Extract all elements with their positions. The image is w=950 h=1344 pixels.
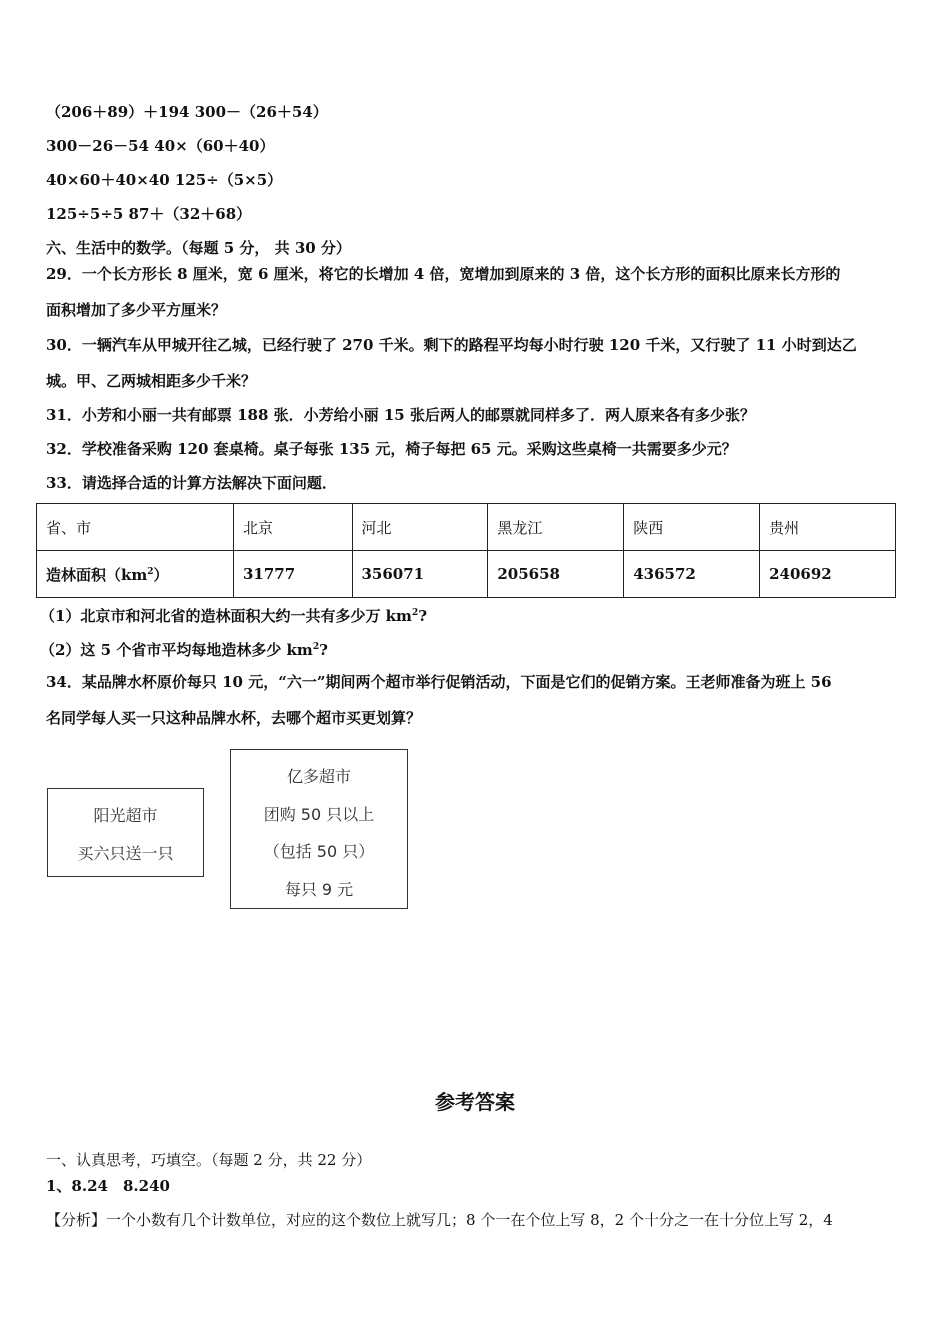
- question-33-sub2: （2）这 5 个省市平均每地造林多少 $km^2$?: [40, 641, 328, 659]
- calc-line-1: （206＋89）＋194 300－（26＋54）: [46, 103, 328, 121]
- calc-line-2: 300－26－54 40×（60＋40）: [46, 137, 275, 155]
- answer-1: 1、8.24 8.240: [46, 1177, 170, 1195]
- table-header-label: 省、市: [37, 504, 234, 551]
- question-32: 32．学校准备采购 120 套桌椅。桌子每张 135 元，椅子每把 65 元。采购这些桌椅一共需要多少元？: [46, 440, 737, 458]
- calc-line-3: 40×60＋40×40 125÷（5×5）: [46, 171, 283, 189]
- table-row-label: 造林面积$(km^2)$: [37, 551, 234, 598]
- table-header-row: [37, 504, 896, 551]
- table-cell: 356071: [352, 551, 488, 598]
- question-30-line1: 30．一辆汽车从甲城开往乙城，已经行驶了 270 千米。剩下的路程平均每小时行驶 120 千米，又行驶了 11 小时到达乙: [46, 336, 857, 354]
- promo-box-yangguang: [47, 788, 204, 877]
- table-row: [37, 551, 896, 598]
- section6-heading: 六、生活中的数学。（每题 5 分， 共 30 分）: [46, 239, 351, 257]
- promo-yiduo-line2: 团购 50 只以上: [263, 805, 375, 824]
- table-header-cell: 黑龙江: [488, 504, 624, 551]
- question-30-line2: 城。甲、乙两城相距多少千米？: [46, 372, 257, 390]
- answer-1-analysis: 【分析】一个小数有几个计数单位，对应的这个数位上就写几；8 个一在个位上写 8，2 个十分之一在十分位上写 2，4: [46, 1211, 833, 1229]
- promo-yiduo-line3: （包括 50 只）: [263, 842, 375, 861]
- calc-line-4: 125÷5÷5 87＋（32＋68）: [46, 205, 252, 223]
- table-cell: 240692: [760, 551, 896, 598]
- answers-title: 参考答案: [435, 1090, 515, 1114]
- question-34-line2: 名同学每人买一只这种品牌水杯，去哪个超市买更划算？: [46, 709, 422, 727]
- table-header-cell: 贵州: [760, 504, 896, 551]
- table-header-cell: 北京: [234, 504, 353, 551]
- table-cell: 31777: [234, 551, 353, 598]
- promo-yangguang-name: 阳光超市: [93, 806, 158, 825]
- table-header-cell: 陕西: [624, 504, 760, 551]
- table-cell: 436572: [624, 551, 760, 598]
- question-34-line1: 34．某品牌水杯原价每只 10 元，“六一”期间两个超市举行促销活动，下面是它们的促销方案。王老师准备为班上 56: [46, 673, 832, 691]
- answers-section1: 一、认真思考，巧填空。（每题 2 分，共 22 分）: [46, 1151, 372, 1169]
- promo-yiduo-line4: 每只 9 元: [284, 880, 354, 899]
- afforestation-table: [36, 503, 896, 598]
- question-29-line1: 29．一个长方形长 8 厘米，宽 6 厘米，将它的长增加 4 倍，宽增加到原来的 3 倍，这个长方形的面积比原来长方形的: [46, 265, 841, 283]
- promo-yangguang-offer: 买六只送一只: [77, 844, 174, 863]
- promo-yiduo-name: 亿多超市: [286, 767, 351, 786]
- question-33-sub1: （1）北京市和河北省的造林面积大约一共有多少万 $km^2$?: [40, 607, 427, 625]
- question-29-line2: 面积增加了多少平方厘米？: [46, 301, 227, 319]
- question-33: 33．请选择合适的计算方法解决下面问题．: [46, 474, 337, 492]
- promo-box-yiduo: [230, 749, 408, 909]
- table-header-cell: 河北: [352, 504, 488, 551]
- table-cell: 205658: [488, 551, 624, 598]
- question-31: 31．小芳和小丽一共有邮票 188 张．小芳给小丽 15 张后两人的邮票就同样多了．两人原来各有多少张？: [46, 406, 755, 424]
